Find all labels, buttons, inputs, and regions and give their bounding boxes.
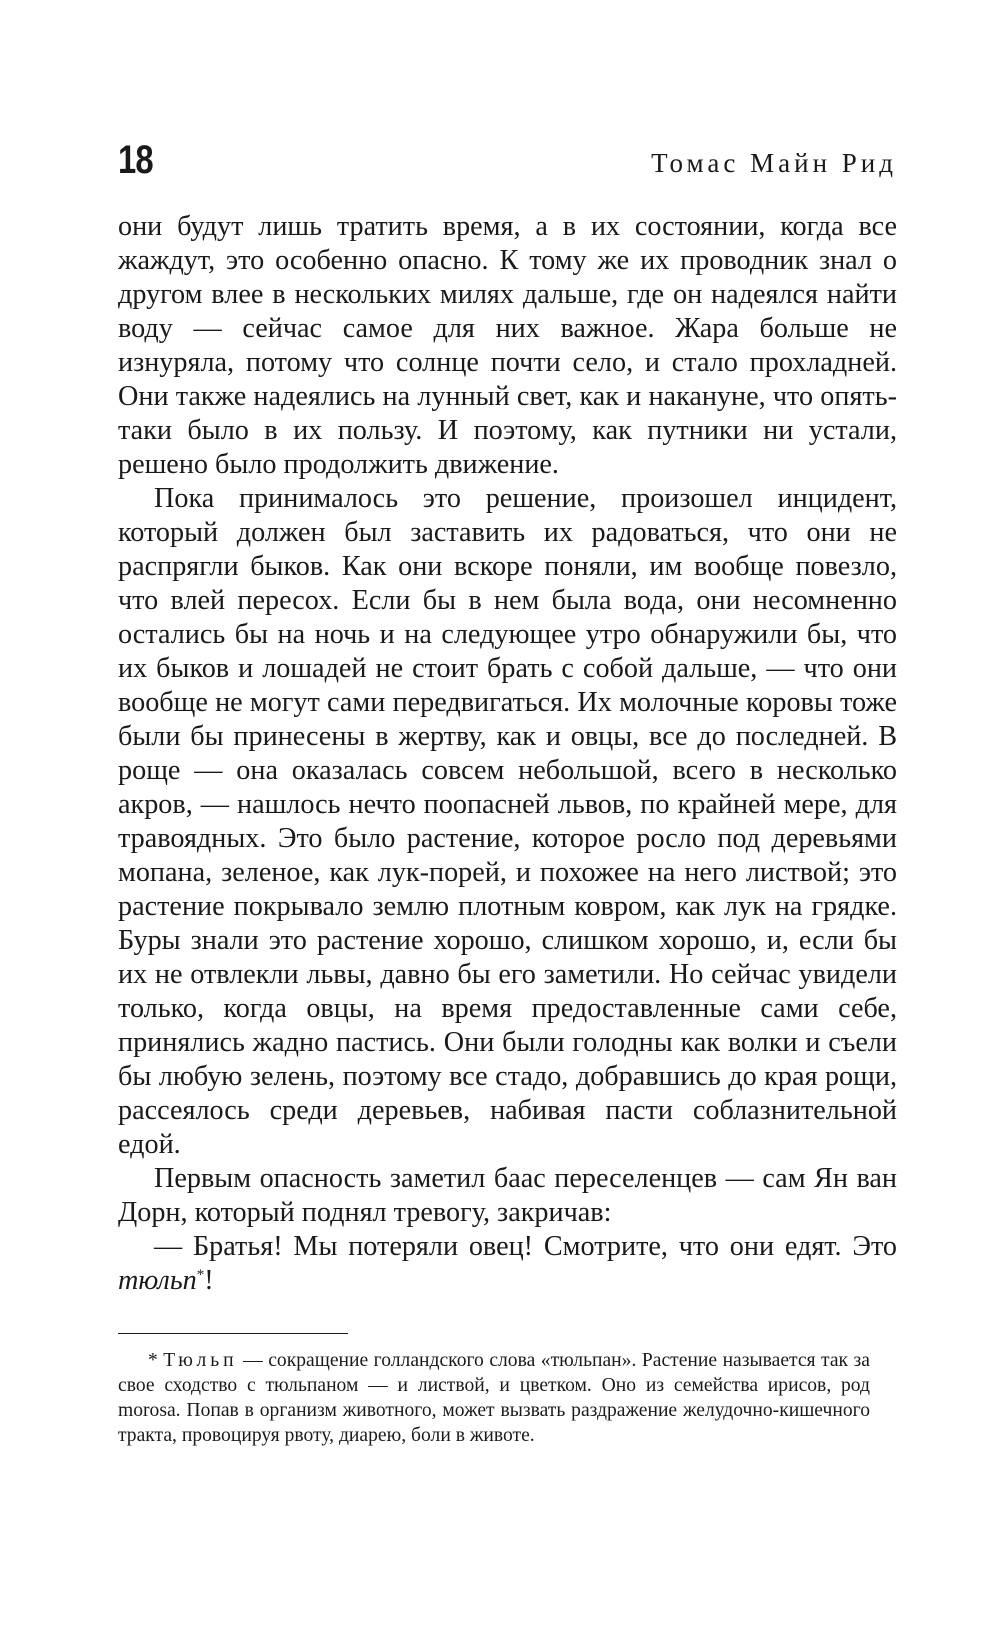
footnote bbox=[118, 1348, 870, 1448]
dialogue-text: — Братья! Мы потеряли овец! Смотрите, что они едят. Это bbox=[154, 1231, 897, 1262]
footnote-marker: * bbox=[148, 1350, 158, 1371]
paragraph-3: Первым опасность заметил баас переселенцев — сам Ян ван Дорн, который поднял тревогу, закричав: bbox=[118, 1163, 897, 1228]
page-header bbox=[118, 135, 897, 195]
body-text bbox=[118, 210, 897, 1298]
footnote-reference: * bbox=[196, 1267, 205, 1283]
dialogue-line bbox=[118, 1230, 897, 1298]
page-number: 18 bbox=[118, 138, 153, 182]
dialogue-italic-word: тюльп bbox=[118, 1265, 197, 1296]
dialogue-end: ! bbox=[204, 1265, 214, 1296]
footnote-term: Тюльп bbox=[163, 1350, 238, 1371]
running-title: Томас Майн Рид bbox=[651, 148, 897, 178]
footnote-text: — сокращение голландского слова «тюльпан». Растение называется так за свое сходство с тюльпаном — и листвой, и цветком. Оно из семейства ирисов, род morosa. Попав в организм животного, может вызвать раздражение желудочно-кишечного тракта, провоцируя рвоту, диарею, боли в животе. bbox=[118, 1350, 870, 1446]
paragraph-2: Пока принималось это решение, произошел инцидент, который должен был заставить их радоваться, что они не распрягли быков. Как они вскоре поняли, им вообще повезло, что влей пересох. Если бы в нем была вода, они несомненно остались бы на ночь и на следующее утро обнаружили бы, что их быков и лошадей не стоит брать с собой дальше, — что они вообще не могут сами передвигаться. Их молочные коровы тоже были бы принесены в жертву, как и овцы, все до последней. В роще — она оказалась совсем небольшой, всего в несколько акров, — нашлось нечто поопасней львов, по крайней мере, для травоядных. Это было растение, которое росло под деревьями мопана, зеленое, как лук-порей, и похожее на него листвой; это растение покрывало землю плотным ковром, как лук на грядке. Буры знали это растение хорошо, слишком хорошо, и, если бы их не отвлекли львы, давно бы его заметили. Но сейчас увидели только, когда овцы, на время предоставленные сами себе, принялись жадно пастись. Они были голодны как волки и съели бы любую зелень, поэтому все стадо, добравшись до края рощи, рассеялось среди деревьев, набивая пасти соблазнительной едой. bbox=[118, 483, 897, 1160]
footnote-rule bbox=[118, 1333, 348, 1334]
paragraph-1: они будут лишь тратить время, а в их состоянии, когда все жаждут, это особенно опасно. К тому же их проводник знал о другом влее в нескольких милях дальше, где он надеялся найти воду — сейчас самое для них важное. Жара больше не изнуряла, потому что солнце почти село, и стало прохладней. Они также надеялись на лунный свет, как и накануне, что опять-таки было в их пользу. И поэтому, как путники ни устали, решено было продолжить движение. bbox=[118, 211, 897, 480]
